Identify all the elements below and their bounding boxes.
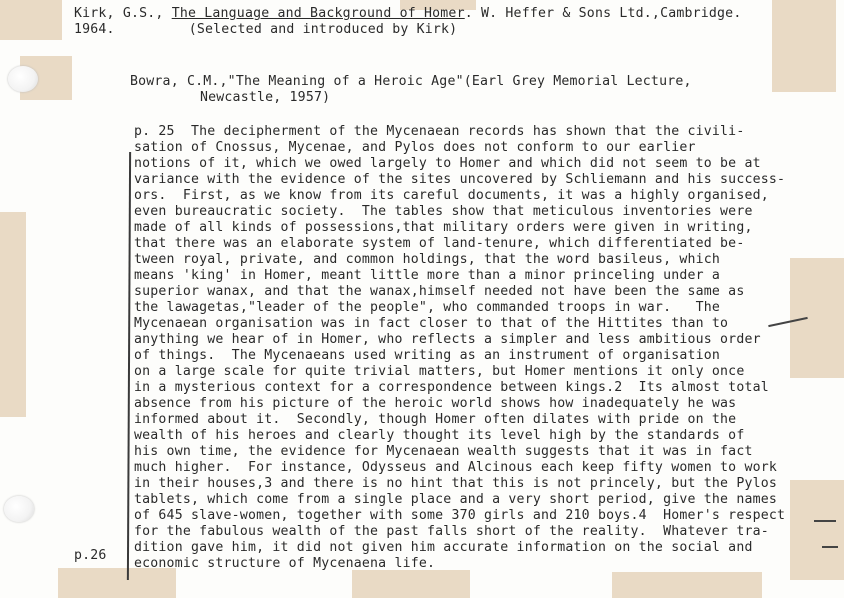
margin-page-number: p.26	[74, 548, 107, 563]
body-line: of 645 slave-women, together with some 370 girls and 210 boys.4 Homer's respect	[134, 508, 786, 523]
body-line: in their houses,3 and there is no hint that this is not princely, but the Pylos	[134, 476, 778, 491]
body-line: informed about it. Secondly, though Homer often dilates with pride on the	[134, 412, 737, 427]
citation-note: (Selected and introduced by Kirk)	[188, 22, 458, 37]
body-line: Mycenaean organisation was in fact closer to that of the Hittites than to	[134, 316, 729, 331]
citation-author: Kirk, G.S.,	[74, 6, 172, 21]
margin-tick	[822, 546, 838, 548]
body-line: absence from his picture of the heroic world shows how inadequately he was	[134, 396, 737, 411]
body-line: tablets, which come from a single place and a very short period, give the names	[134, 492, 778, 507]
body-line: on a large scale for quite trivial matters, but Homer mentions it only once	[134, 364, 745, 379]
body-line: for the fabulous wealth of the past falls short of the reality. Whatever tra-	[134, 524, 769, 539]
tape-strip	[58, 568, 176, 598]
body-line: the lawagetas,"leader of the people", who commanded troops in war. The	[134, 300, 721, 315]
tape-strip	[352, 570, 470, 598]
body-line: variance with the evidence of the sites uncovered by Schliemann and his success-	[134, 172, 786, 187]
body-line: p. 25 The decipherment of the Mycenaean records has shown that the civili-	[134, 124, 745, 139]
citation-kirk-line2	[74, 22, 457, 38]
body-line: notions of it, which we owed largely to Homer and which did not seem to be at	[134, 156, 761, 171]
body-line: anything we hear of in Homer, who reflects a simpler and less ambitious order	[134, 332, 761, 347]
body-line: made of all kinds of possessions,that military orders were given in writing,	[134, 220, 753, 235]
citation-kirk-line1	[74, 6, 741, 22]
tape-strip	[0, 212, 26, 417]
body-line: dition gave him, it did not given him accurate information on the social and	[134, 540, 753, 555]
body-line: ors. First, as we know from its careful documents, it was a highly organised,	[134, 188, 769, 203]
margin-bracket-line	[127, 152, 131, 580]
body-line: of things. The Mycenaeans used writing as an instrument of organisation	[134, 348, 721, 363]
punch-hole	[4, 496, 34, 522]
tape-strip	[790, 480, 844, 580]
punch-hole	[8, 66, 38, 92]
citation-bowra-line2: Newcastle, 1957)	[200, 90, 331, 105]
citation-year: 1964.	[74, 22, 115, 37]
body-line: means 'king' in Homer, meant little more than a minor princeling under a	[134, 268, 721, 283]
body-line: sation of Cnossus, Mycenae, and Pylos does not conform to our earlier	[134, 140, 696, 155]
body-line: even bureaucratic society. The tables show that meticulous inventories were	[134, 204, 753, 219]
citation-title: The Language and Background of Homer	[171, 6, 465, 21]
citation-bowra-line1: Bowra, C.M.,"The Meaning of a Heroic Age"(Earl Grey Memorial Lecture,	[130, 74, 692, 89]
body-line: wealth of his heroes and clearly thought its level high by the standards of	[134, 428, 745, 443]
body-line: superior wanax, and that the wanax,himself needed not have been the same as	[134, 284, 745, 299]
body-line: in a mysterious context for a correspondence between kings.2 Its almost total	[134, 380, 769, 395]
body-line: economic structure of Mycenaena life.	[134, 556, 436, 571]
body-line: that there was an elaborate system of land-tenure, which differentiated be-	[134, 236, 745, 251]
margin-tick	[814, 520, 836, 522]
tape-strip	[0, 0, 62, 40]
citation-publisher: . W. Heffer & Sons Ltd.,Cambridge.	[464, 6, 742, 21]
tape-strip	[772, 0, 836, 92]
body-line: his own time, the evidence for Mycenaean wealth suggests that it was in fact	[134, 444, 753, 459]
body-line: much higher. For instance, Odysseus and Alcinous each keep fifty women to work	[134, 460, 778, 475]
body-line: tween royal, private, and common holdings, that the word basileus, which	[134, 252, 721, 267]
tape-strip	[612, 572, 762, 598]
